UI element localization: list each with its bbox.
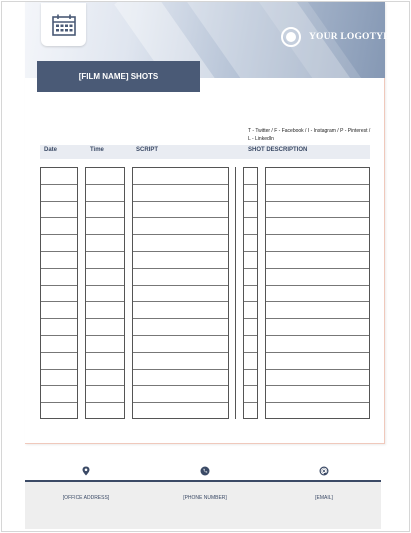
table-cell[interactable]: [266, 336, 369, 353]
table-cell[interactable]: [86, 370, 124, 387]
table-cell[interactable]: [244, 319, 257, 336]
table-cell[interactable]: [244, 218, 257, 235]
table-cell[interactable]: [244, 353, 257, 370]
office-address-label: [OFFICE ADDRESS]: [62, 495, 110, 501]
table-cell[interactable]: [266, 252, 369, 269]
table-cell[interactable]: [244, 235, 257, 252]
table-cell[interactable]: [86, 218, 124, 235]
table-cell[interactable]: [41, 319, 77, 336]
table-cell[interactable]: [133, 319, 228, 336]
table-cell[interactable]: [41, 353, 77, 370]
table-cell[interactable]: [244, 403, 257, 420]
table-cell[interactable]: [41, 252, 77, 269]
shot-number-column: [243, 167, 258, 419]
logo-text: YOUR LOGOTYPE: [309, 32, 396, 42]
table-cell[interactable]: [133, 202, 228, 219]
location-pin-icon: [81, 466, 91, 476]
date-column: [40, 167, 78, 419]
table-cell[interactable]: [86, 302, 124, 319]
table-cell[interactable]: [86, 286, 124, 303]
table-cell[interactable]: [41, 202, 77, 219]
page-title-text: [FILM NAME] SHOTS: [78, 72, 159, 81]
table-cell[interactable]: [41, 168, 77, 185]
page-title: [37, 61, 200, 92]
logo: [281, 27, 396, 47]
table-cell[interactable]: [133, 168, 228, 185]
table-cell[interactable]: [41, 403, 77, 420]
phone-icon: [200, 466, 210, 476]
script-column: [132, 167, 229, 419]
column-header-shot-description: SHOT DESCRIPTION: [248, 147, 308, 153]
column-divider: [235, 167, 236, 419]
table-cell[interactable]: [244, 386, 257, 403]
footer-office-address: [26, 466, 146, 501]
table-cell[interactable]: [244, 202, 257, 219]
table-cell[interactable]: [133, 252, 228, 269]
table-cell[interactable]: [244, 269, 257, 286]
table-cell[interactable]: [86, 353, 124, 370]
table-cell[interactable]: [86, 252, 124, 269]
table-cell[interactable]: [266, 269, 369, 286]
table-cell[interactable]: [133, 302, 228, 319]
table-cell[interactable]: [244, 302, 257, 319]
table-cell[interactable]: [133, 403, 228, 420]
table-cell[interactable]: [244, 286, 257, 303]
table-cell[interactable]: [86, 235, 124, 252]
table-cell[interactable]: [41, 370, 77, 387]
table-cell[interactable]: [244, 185, 257, 202]
table-cell[interactable]: [244, 336, 257, 353]
table-cell[interactable]: [41, 269, 77, 286]
footer-email: [264, 466, 384, 501]
table-cell[interactable]: [133, 185, 228, 202]
table-cell[interactable]: [266, 403, 369, 420]
at-sign-icon: [319, 466, 329, 476]
calendar-icon: [51, 13, 77, 37]
table-cell[interactable]: [266, 353, 369, 370]
table-cell[interactable]: [133, 370, 228, 387]
table-cell[interactable]: [266, 218, 369, 235]
table-cell[interactable]: [244, 370, 257, 387]
table-cell[interactable]: [266, 202, 369, 219]
table-cell[interactable]: [266, 386, 369, 403]
table-cell[interactable]: [244, 168, 257, 185]
table-cell[interactable]: [133, 386, 228, 403]
table-cell[interactable]: [266, 319, 369, 336]
table-cell[interactable]: [133, 336, 228, 353]
footer-phone-number: [145, 466, 265, 501]
table-cell[interactable]: [86, 202, 124, 219]
table-cell[interactable]: [266, 185, 369, 202]
table-cell[interactable]: [41, 302, 77, 319]
table-cell[interactable]: [86, 185, 124, 202]
table-cell[interactable]: [41, 235, 77, 252]
calendar-tile: [41, 3, 86, 46]
table-cell[interactable]: [86, 269, 124, 286]
table-cell[interactable]: [86, 403, 124, 420]
column-header-script: SCRIPT: [136, 147, 159, 153]
table-cell[interactable]: [86, 319, 124, 336]
logo-circle-icon: [281, 27, 301, 47]
table-cell[interactable]: [244, 252, 257, 269]
table-cell[interactable]: [266, 370, 369, 387]
table-cell[interactable]: [133, 353, 228, 370]
table-cell[interactable]: [41, 386, 77, 403]
table-cell[interactable]: [266, 286, 369, 303]
table-cell[interactable]: [41, 286, 77, 303]
social-legend: T - Twitter / F - Facebook / I - Instagram / P - Pinterest / L - LinkedIn: [248, 128, 371, 142]
table-cell[interactable]: [266, 302, 369, 319]
phone-number-label: [PHONE NUMBER]: [183, 495, 227, 501]
table-cell[interactable]: [41, 336, 77, 353]
table-cell[interactable]: [86, 168, 124, 185]
table-cell[interactable]: [86, 336, 124, 353]
table-cell[interactable]: [86, 386, 124, 403]
table-cell[interactable]: [133, 218, 228, 235]
table-cell[interactable]: [133, 286, 228, 303]
table-cell[interactable]: [41, 185, 77, 202]
shot-description-column: [265, 167, 370, 419]
table-cell[interactable]: [133, 269, 228, 286]
table-cell[interactable]: [41, 218, 77, 235]
time-column: [85, 167, 125, 419]
table-cell[interactable]: [266, 168, 369, 185]
table-cell[interactable]: [266, 235, 369, 252]
table-cell[interactable]: [133, 235, 228, 252]
column-header-time: Time: [90, 147, 104, 153]
column-header-date: Date: [44, 147, 58, 153]
email-label: [EMAIL]: [315, 495, 333, 501]
